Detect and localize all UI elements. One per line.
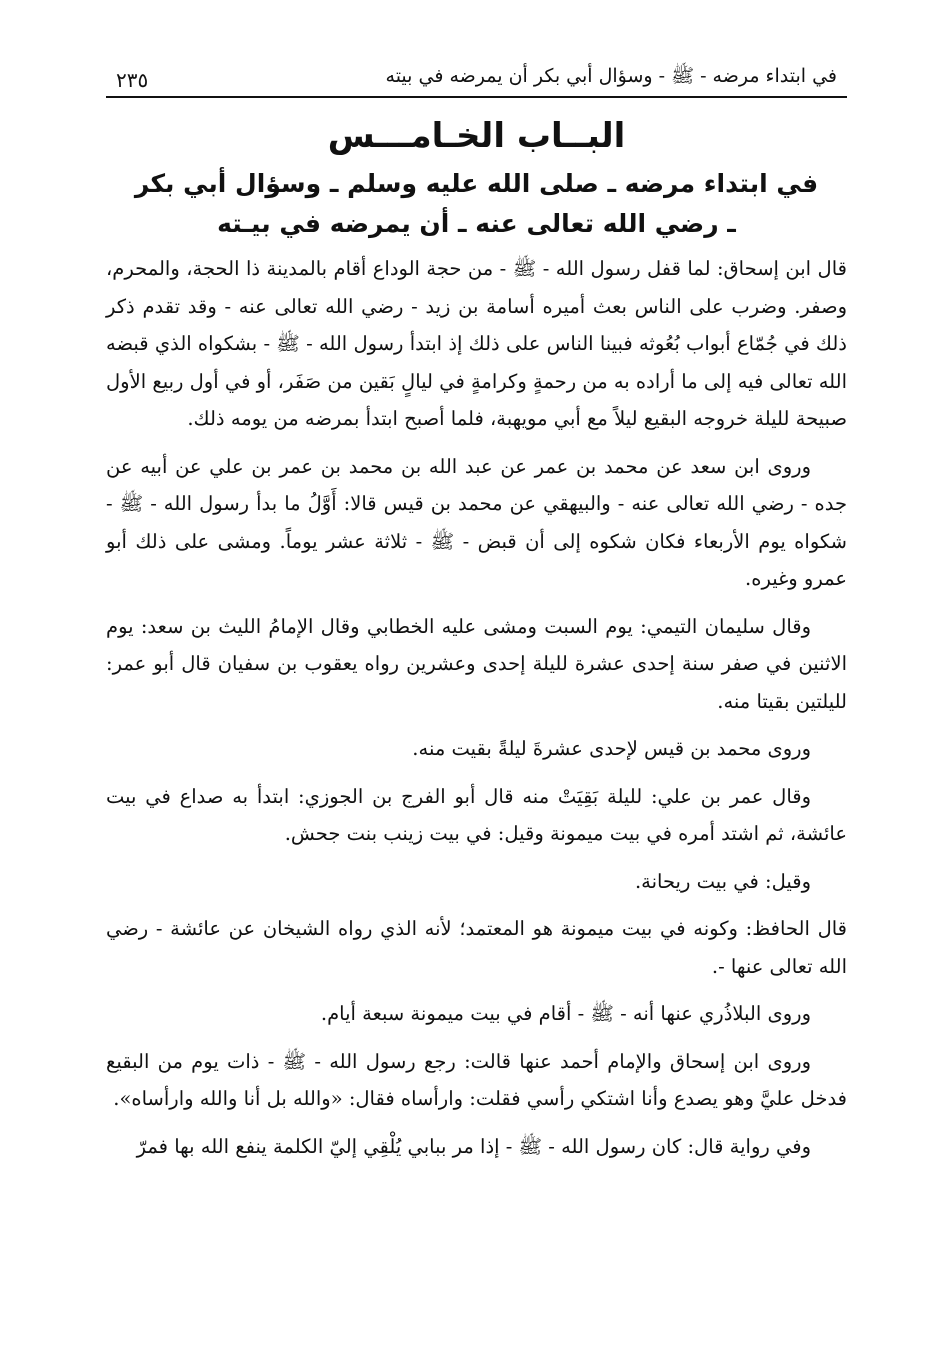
paragraph: وروى ابن سعد عن محمد بن عمر عن عبد الله بن محمد بن عمر بن علي عن أبيه عن جده - رضي الله تعالى عنه - والبيهقي عن محمد بن قيس قالا: أَوَّلُ ما بدأ رسول الله - ﷺ - شكواه يوم الأربعاء فكان شكوه إلى أن قبض - ﷺ - ثلاثة عشر يوماً. ومشى على ذلك أبو عمرو وغيره. [106, 454, 847, 590]
paragraph: وفي رواية قال: كان رسول الله - ﷺ - إذا مر ببابي يُلْقِي إليّ الكلمة ينفع الله بها فمرّ [136, 1134, 811, 1158]
paragraph: وقيل: في بيت ريحانة. [634, 869, 811, 893]
subtitle-line-1: في ابتداء مرضه ـ صلى الله عليه وسلم ـ وسؤال أبي بكر [134, 169, 819, 198]
running-title: في ابتداء مرضه - ﷺ - وسؤال أبي بكر أن يمرضه في بيته [385, 65, 837, 87]
paragraph: وقال سليمان التيمي: يوم السبت ومشى عليه الخطابي وقال الإمامُ الليث بن سعد: يوم الاثنين في صفر سنة إحدى عشرة لليلة إحدى وعشرين رواه يعقوب بن سفيان قال أبو عمر: لليلتين بقيتا منه. [106, 614, 847, 713]
page-number: ٢٣٥ [116, 68, 149, 92]
paragraph: وروى ابن إسحاق والإمام أحمد عنها قالت: رجع رسول الله - ﷺ - ذات يوم من البقيع فدخل عليَّ وهو يصدع وأنا اشتكي رأسي فقلت: وارأساه فقال: «والله بل أنا والله وارأساه». [106, 1049, 847, 1110]
paragraph: قال الحافظ: وكونه في بيت ميمونة هو المعتمد؛ لأنه الذي رواه الشيخان عن عائشة - رضي الله تعالى عنها -. [106, 917, 847, 978]
paragraph: وروى البلاذُري عنها أنه - ﷺ - أقام في بيت ميمونة سبعة أيام. [320, 1002, 811, 1025]
paragraph: وقال عمر بن علي: لليلة بَقِيَتْ منه قال أبو الفرج بن الجوزي: ابتدأ به صداع في بيت عائشة، ثم اشتد أمره في بيت ميمونة وقيل: في بيت زينب بنت جحش. [106, 784, 847, 845]
running-header [106, 58, 847, 98]
body-text [106, 250, 847, 1165]
chapter-subtitle [106, 164, 847, 244]
subtitle-line-2: ـ رضي الله تعالى عنه ـ أن يمرضه في بيـته [217, 209, 736, 238]
paragraph: وروى محمد بن قيس لإحدى عشرةَ ليلةً بقيت منه. [412, 737, 811, 760]
chapter-title: البــاب الخـامـــس [327, 116, 626, 156]
paragraph: قال ابن إسحاق: لما قفل رسول الله - ﷺ - من حجة الوداع أقام بالمدينة ذا الحجة، والمحرم، وصفر. وضرب على الناس بعث أميره أسامة بن زيد - رضي الله تعالى عنه - وقد تقدم ذكر ذلك في جُمّاع أبواب بُعُوثه فبينا الناس على ذلك إذ ابتدأ رسول الله - ﷺ - بشكواه الذي قبضه الله تعالى فيه إلى ما أراده به من رحمةٍ وكرامةٍ في ليالٍ بَقين من صَفَر، أو في أول ربيع الأول صبيحة لليلة خروجه البقيع ليلاً مع أبي مويهبة، فلما أصبح ابتدأ بمرضه من يومه ذلك. [106, 257, 847, 430]
